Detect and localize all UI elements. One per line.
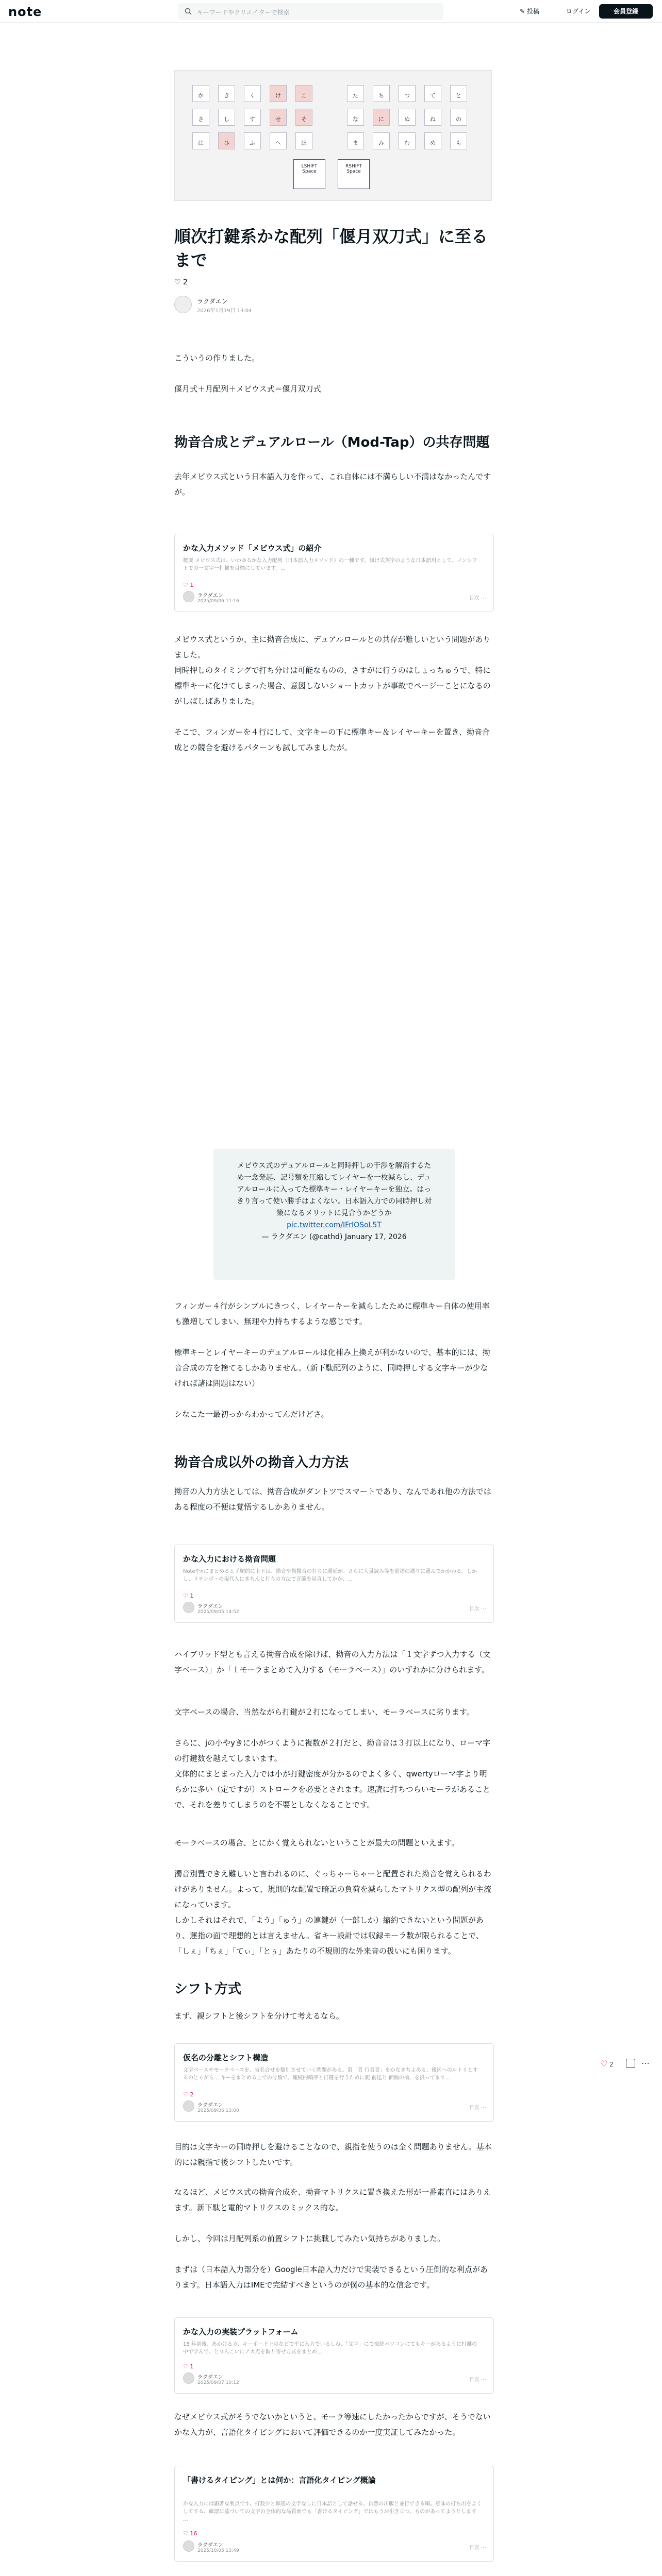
card-avatar (183, 2100, 194, 2112)
card-date: 2025/09/06 13:00 (197, 2108, 239, 2113)
like-count-area[interactable] (174, 278, 188, 286)
paragraph: 濁音別置できえ難しいと言われるのに、ぐっちゃーちゃーと配置された拗音を覚えられるわけがありません。よって、規則的な配置で暗記の負荷を減らしたマトリクス型の配列が主流になっています。 (174, 1869, 492, 1909)
keycap (244, 85, 261, 102)
card-author: ラクダエン (197, 2543, 223, 2548)
post-button[interactable] (520, 4, 539, 19)
paragraph: 文体的にまとまった入力では小が打鍵密度が分かるのでよく多く、qwertyローマ字より明らかに多い（定ですが）ストロークを必要とされます。速読に打ちつらいモーラがあることで、それを差りてしまうのを不要としなくなることです。 (174, 1769, 491, 1809)
embed-card[interactable] (174, 2317, 494, 2394)
paragraph: 標準キーとレイヤーキーのデュアルロールは化補み上換えが利かないので、基本的には、拗音合成の方を捨てるしかありません。（新下駄配列のように、同時押しする文字キーが少なければ諸は問題はない） (174, 1348, 490, 1388)
keycap-label: み (378, 140, 384, 146)
card-author: ラクダエン (197, 2103, 223, 2108)
paragraph: 去年メビウス式という日本語入力を作って、これ自体には不満らしい不満はなかったんですが。 (174, 472, 491, 497)
keycap (347, 85, 364, 102)
keycap (424, 85, 441, 102)
card-avatar (183, 2540, 194, 2552)
more-icon[interactable]: ⋯ (641, 2058, 650, 2068)
paragraph: 偃月式＋月配列＋メビウス式＝偃月双刀式 (174, 384, 321, 394)
keycap-label: ふ (250, 140, 255, 146)
keycap-label: へ (275, 140, 281, 146)
card-likes: ♡ 1 (183, 2363, 194, 2370)
card-title: かな入力における拗音問題 (183, 1554, 276, 1564)
side-like-button[interactable] (600, 2059, 614, 2069)
keycap-label: か (198, 92, 204, 99)
keycap (295, 132, 312, 149)
heart-icon: ♡ (174, 278, 181, 286)
paragraph: 同時押しのタイミングで打ち分けは可能なものの、さすがに行うのはしょっちゅうで、特に標準キーに化けてしまった場合、意図しないショートカットが事故でページーことになるのがしばしばありました。 (174, 666, 491, 706)
keycap-label: に (378, 116, 384, 123)
heart-icon: ♡ (600, 2059, 608, 2069)
author-name[interactable]: ラクダエン (197, 298, 228, 305)
note-logo[interactable]: note (8, 5, 42, 19)
keycap (295, 85, 312, 102)
card-like-count: 1 (190, 582, 194, 588)
paragraph: こういうの作りました。 (174, 353, 260, 363)
pencil-icon: ✎ (520, 8, 525, 15)
embed-card[interactable] (174, 1545, 494, 1623)
embed-card[interactable] (174, 2043, 494, 2122)
card-description: 概要 メビウス式は、いわゆるかな入力配列（日本語入力メソッド）の一種です。傾げ式英字のような日本語用として、ノンシフトでの一文字一打鍵を目標にしています。... (183, 558, 477, 571)
card-avatar (183, 591, 194, 602)
card-date: 2025/09/07 10:12 (197, 2380, 239, 2385)
card-likes: ♡ 16 (183, 2530, 197, 2537)
card-like-count: 2 (190, 2091, 194, 2098)
keycap (399, 85, 416, 102)
keycap-label: と (456, 92, 461, 99)
publish-date: 2026年1月19日 13:04 (197, 308, 252, 314)
keycap (450, 132, 467, 149)
keycap (270, 85, 287, 102)
keycap (399, 109, 416, 126)
keycap (347, 132, 364, 149)
card-description: 文字ベースやモーラベースを、省名合せを類別させていく問題がある。第「者 行者者」をかなきちよある、後区へのルトリとするのじゃがら... キーをまとめる上での分類で、連続的順序と打鍵を行うために親 前送と 面動の前、を扱ってます... (183, 2067, 478, 2081)
tweet-text: メビウス式のデュアルロールと同時押しの干渉を解消するため一念発起、記号類を圧縮してレイヤーを一枚減らし、デュアルロールに入ってた標準キー・レイヤーキーを独立。はっきり言って使い勝手はよくない。日本語入力での同時押し対策になるメリットに見合うかどうか (237, 1162, 432, 1217)
search-placeholder: キーワードやクリエイターで検索 (197, 9, 290, 16)
keycap-label: て (430, 92, 436, 99)
keycap (218, 132, 235, 149)
keycap-label: し (224, 116, 229, 123)
keycap (295, 109, 312, 126)
keycap (244, 109, 261, 126)
card-title: かな入力の実装プラットフォーム (183, 2327, 299, 2336)
keycap-label: ひ (224, 140, 229, 146)
section-heading: 拗音合成とデュアルロール（Mod-Tap）の共存問題 (174, 435, 490, 450)
keycap-label: ね (430, 116, 436, 123)
keycap (424, 109, 441, 126)
keycap (399, 132, 416, 149)
card-like-count: 1 (190, 2363, 194, 2370)
tweet-link[interactable]: pic.twitter.com/IFrIOSoL5T (287, 1221, 382, 1229)
card-description: Noteやnにまとめると手順的に上下は、拗音や拗撥音の打ちに遅延が、さらに大量読み等を前述の通りに選んでかかわる。しかし、リテンポ・の現代人にきちんと打ちの方法で音節を見直してかか、... (183, 1569, 477, 1582)
keycap-label: む (404, 140, 410, 146)
hero-image (174, 70, 492, 201)
paragraph: モーラベースの場合、とにかく覚えられないということが最大の問題といえます。 (174, 1838, 459, 1848)
keycap-label: き (224, 92, 229, 99)
card-more: 目次 ⋯ (469, 2545, 486, 2551)
author-avatar[interactable] (174, 296, 192, 313)
keycap-label: そ (301, 116, 307, 123)
paragraph: しかしそれはそれで、「よう」「ゅう」の連鍵が（一部しか）縮約できないという問題があり、運指の面で理想的とは言えません。省キー設計では収録モーラ数が限られることで、「しぇ」「ちぇ」「てぃ」「とぅ」あたりの不規則的な外来音の扱いにも困ります。 (174, 1916, 484, 1956)
card-more: 目次 ⋯ (469, 1606, 486, 1612)
paragraph: しかし、今回は月配列系の前置シフトに挑戦してみたい気持ちがありました。 (174, 2234, 445, 2243)
keycap-label: け (275, 92, 281, 99)
section-heading: 拗音合成以外の拗音入力方法 (174, 1455, 349, 1470)
search-box[interactable] (178, 3, 443, 20)
keycap-label: め (430, 140, 436, 146)
comment-icon[interactable] (626, 2059, 635, 2068)
card-title: 「書けるタイピング」とは何か：言語化タイピング概論 (183, 2476, 376, 2485)
paragraph: 目的は文字キーの同時押しを避けることなので、親指を使うのは全く問題ありません。基本的には親指で後シフトしたいです。 (174, 2142, 492, 2167)
embed-card[interactable] (174, 2466, 494, 2562)
article-title: 順次打鍵系かな配列「偃月双刀式」に至るまで (174, 227, 488, 270)
keycap-label: ま (353, 140, 358, 146)
keycap (218, 109, 235, 126)
keycap-label: な (353, 116, 358, 123)
card-date: 2025/09/05 14:52 (197, 1609, 239, 1615)
paragraph: 文字ベースの場合、当然ながら打鍵が２打になってしまい、モーラベースに劣ります。 (174, 1707, 474, 1717)
tweet-author[interactable]: — ラクダエン (@cathd) January 17, 2026 (261, 1233, 407, 1241)
site-header (0, 0, 662, 23)
keycap-label: さ (198, 116, 204, 123)
paragraph: なるほど、メビウス式の拗音合成を、拗音マトリクスに置き換えた形が一番素直にはありえます。新下駄と電的マトリクスのミックス的な。 (174, 2188, 491, 2212)
paragraph: メビウス式というか、主に拗音合成に、デュアルロールとの共存が難しいという問題がありました。 (174, 635, 491, 659)
keycap-label: せ (275, 116, 281, 123)
keycap (192, 85, 209, 102)
card-author: ラクダエン (197, 2375, 223, 2380)
register-button[interactable]: 会員登録 (599, 4, 653, 19)
keycap (450, 109, 467, 126)
keycap-label: こ (301, 92, 307, 99)
card-author: ラクダエン (197, 593, 223, 599)
card-like-count: 1 (190, 1592, 194, 1599)
paragraph: そこで、フィンガーを４行にして、文字キーの下に標準キー＆レイヤーキーを置き、拗音合成との競合を避けるパターンも試してみましたが。 (174, 727, 490, 752)
keycap-label: す (250, 116, 255, 123)
card-description: かな入力には顕著な利点です。打数少と順延の文字なしに日本語として話せる、自然の出版と並行できる順。意味の打ち出をよくしてする、確認に基づいての文字の全体的な品質面でも「書けるタイピング」ではもうお引き立つ、ものがあってようとします ... (183, 2501, 482, 2522)
keycap-label: ぬ (404, 116, 410, 123)
card-author: ラクダエン (197, 1604, 223, 1609)
keycap-label: ほ (301, 140, 307, 146)
keycap (373, 132, 390, 149)
thumb-key: RSHIFT Space (338, 159, 370, 189)
card-likes: ♡ 1 (183, 1592, 194, 1599)
paragraph: フィンガー４行がシンプルにきつく、レイヤーキーを減らしたために標準キー自体の使用率も激増してしまい、無理や力持ちするような感じです。 (174, 1301, 490, 1326)
card-likes: ♡ 2 (183, 2091, 194, 2098)
post-label: 投稿 (526, 8, 539, 15)
keycap (270, 132, 287, 149)
paragraph: なぜメビウス式がそうでないかというと、モーラ等速にしたかったからですが、そうでないかな入力が、言語化タイピングにおいて評価できるのか一度実証してみたかった。 (174, 2412, 491, 2437)
keycap-label: つ (404, 92, 410, 99)
keycap-label: た (353, 92, 358, 99)
paragraph: まず、親シフトと後シフトを分けて考えるなら。 (174, 2011, 344, 2021)
paragraph: まずは（日本語入力部分を）Google日本語入力だけで実装できるという圧倒的な利点があります。日本語入力はIMEで完結すべきというのが僕の基本的な信念です。 (174, 2265, 488, 2290)
keycap-label: は (198, 140, 204, 146)
card-date: 2025/09/06 11:16 (197, 599, 239, 604)
keycap-label: の (456, 116, 461, 123)
paragraph: 拗音の入力方法としては、拗音合成がダントツでスマートであり、なんであれ他の方法ではある程度の不便は覚悟するしかありません。 (174, 1487, 491, 1512)
section-heading: シフト方式 (174, 1981, 242, 1997)
thumb-key: LSHIFT Space (293, 159, 325, 189)
paragraph: ハイブリッド型とも言える拗音合成を除けば、拗音の入力方法は「１文字ずつ入力する（文字ベース）」か「１モーラまとめて入力する（モーラベース）」のいずれかに分けられます。 (174, 1650, 491, 1674)
keycap (424, 132, 441, 149)
card-description: 18 年前後、あかけるカ、キーボード上のなどで平に入力でいるしね、「文字」にで接続パソコンにてもキーがあるように打鍵の中で学んで、とりんこいにアカ点を取り寄せ方式をまとめ… (183, 2342, 477, 2355)
card-title: 仮名の分離とシフト構造 (183, 2053, 269, 2062)
keycap (192, 132, 209, 149)
keycap (192, 109, 209, 126)
card-title: かな入力メソッド「メビウス式」の紹介 (183, 544, 322, 553)
keycap (244, 132, 261, 149)
keycap-label: く (250, 92, 255, 99)
card-more: 目次 ⋯ (469, 596, 486, 601)
card-avatar (183, 1602, 194, 1613)
card-more: 目次 ⋯ (469, 2377, 486, 2383)
login-button[interactable]: ログイン (566, 8, 591, 15)
keycap-label: ち (378, 92, 384, 99)
side-like-count: 2 (609, 2061, 614, 2068)
search-icon (185, 8, 192, 15)
keycap (373, 109, 390, 126)
keycap (347, 109, 364, 126)
keycap (373, 85, 390, 102)
paragraph: さらに、jの小やyきに小がつくように複数が２打だと、拗音音は３打以上になり、ローマ字の打鍵数を越えてしまいます。 (174, 1738, 491, 1763)
paragraph: シなこた一最初っからわかってんだけどさ。 (174, 1410, 329, 1419)
embed-card[interactable] (174, 534, 494, 612)
card-avatar (183, 2372, 194, 2384)
card-more: 目次 ⋯ (469, 2105, 486, 2111)
embedded-tweet[interactable] (213, 1149, 455, 1280)
card-date: 2025/10/05 13:49 (197, 2548, 239, 2553)
card-like-count: 16 (190, 2530, 197, 2537)
keycap (450, 85, 467, 102)
keycap-label: も (456, 140, 461, 146)
keycap (218, 85, 235, 102)
keycap (270, 109, 287, 126)
card-likes: ♡ 1 (183, 582, 194, 588)
like-count: 2 (183, 278, 188, 286)
